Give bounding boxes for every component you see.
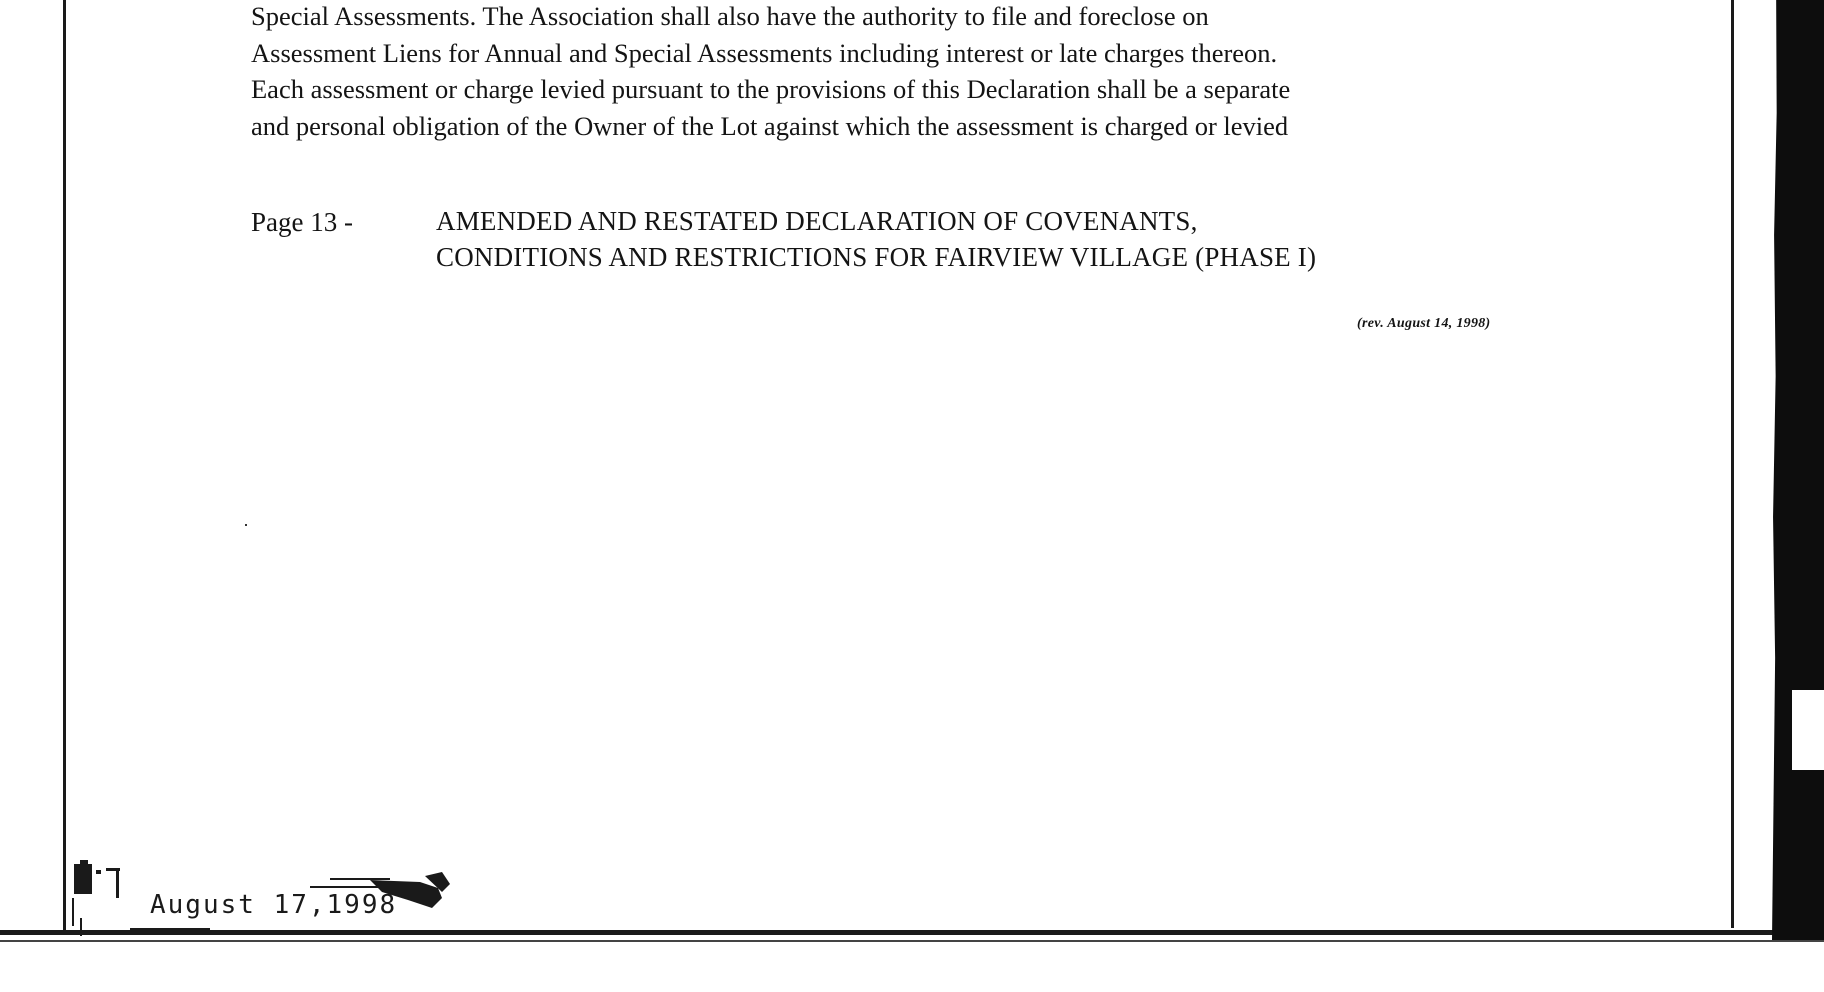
scan-speck <box>245 524 247 526</box>
page-border-right <box>1731 0 1734 928</box>
body-line: and personal obligation of the Owner of the Lot against which the assessment is charged or levied <box>251 110 1289 141</box>
body-line: Special Assessments. The Association shall also have the authority to file and foreclose on <box>251 1 1209 31</box>
body-line: Assessment Liens for Annual and Special Assessments including interest or late charges thereon. <box>251 37 1278 68</box>
document-title <box>436 203 1316 275</box>
stamp-date: August 17,1998 <box>150 890 398 920</box>
page-number-label: Page 13 - <box>251 207 353 237</box>
document-title-line-1: AMENDED AND RESTATED DECLARATION OF COVENANTS, <box>436 206 1198 236</box>
stamp-smudge-left <box>74 864 92 894</box>
body-line: Each assessment or charge levied pursuant to the provisions of this Declaration shall be a separate <box>251 74 1291 104</box>
body-paragraph <box>251 0 1511 144</box>
scanner-edge-line <box>0 940 1824 942</box>
scanner-shadow-edge <box>1772 0 1824 940</box>
revision-date: (rev. August 14, 1998) <box>1357 316 1491 331</box>
scanner-margin <box>0 944 1824 992</box>
scanner-shadow-gap <box>1792 690 1824 770</box>
page-border-left <box>63 0 66 932</box>
document-title-line-2: CONDITIONS AND RESTRICTIONS FOR FAIRVIEW VILLAGE (PHASE I) <box>436 242 1317 272</box>
